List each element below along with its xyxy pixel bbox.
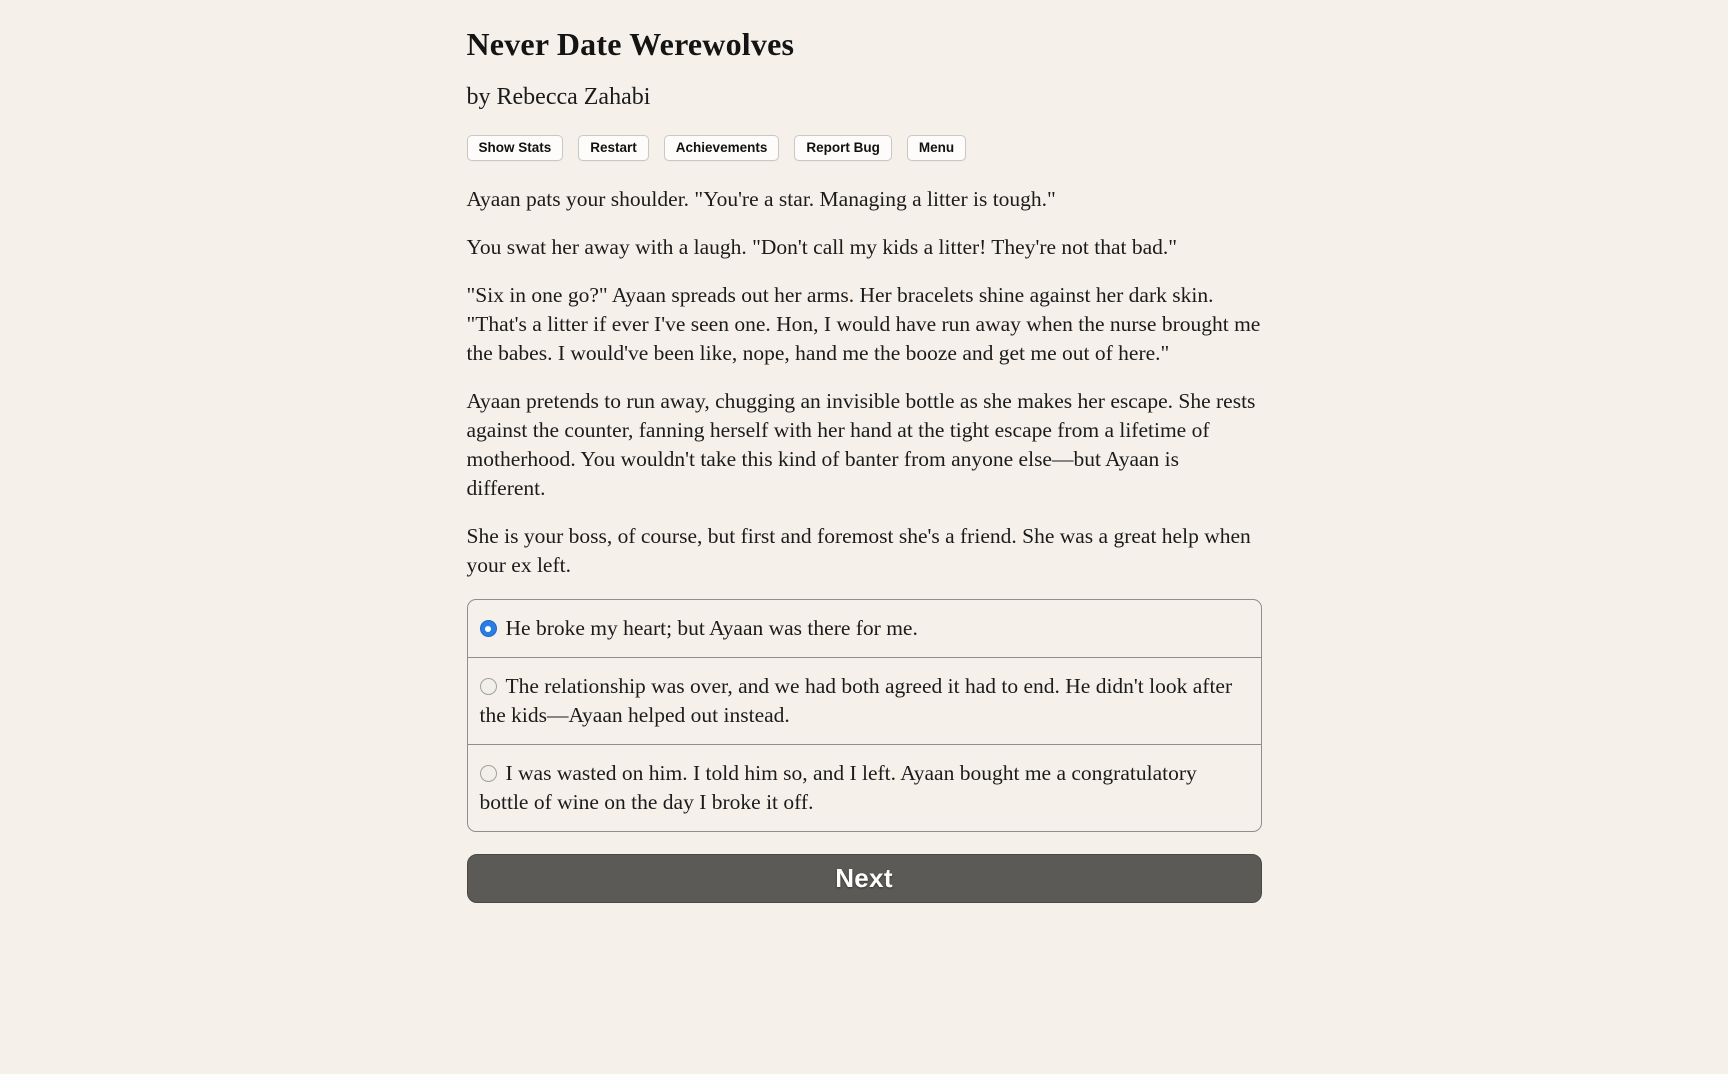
page-title: Never Date Werewolves <box>466 26 795 62</box>
choice-label: I was wasted on him. I told him so, and I left. Ayaan bought me a congratulatory bottle of wine on the day I broke it off. <box>479 761 1197 815</box>
choice-group <box>467 599 1262 832</box>
toolbar <box>467 135 1262 161</box>
window-bottom-edge <box>0 1074 1728 1080</box>
story-paragraph: "Six in one go?" Ayaan spreads out her arms. Her bracelets shine against her dark skin. "That's a litter if ever I've seen one. Hon, I would have run away when the nurse brought me the babes. I would've been like, nope, hand me the booze and get me out of here." <box>466 283 1261 366</box>
author-byline: by Rebecca Zahabi <box>466 84 651 110</box>
report-bug-button[interactable]: Report Bug <box>794 135 892 161</box>
story-paragraph: She is your boss, of course, but first and foremost she's a friend. She was a great help when your ex left. <box>466 524 1251 578</box>
choice-label: He broke my heart; but Ayaan was there for me. <box>505 616 918 641</box>
story-paragraph: Ayaan pats your shoulder. "You're a star. Managing a litter is tough." <box>466 187 1056 212</box>
story-paragraph: You swat her away with a laugh. "Don't call my kids a litter! They're not that bad." <box>466 235 1178 260</box>
story-paragraph: Ayaan pretends to run away, chugging an invisible bottle as she makes her escape. She rests against the counter, fanning herself with her hand at the tight escape from a lifetime of motherhood. You wouldn't take this kind of banter from anyone else—but Ayaan is different. <box>466 389 1256 501</box>
choice-label: The relationship was over, and we had both agreed it had to end. He didn't look after the kids—Ayaan helped out instead. <box>479 674 1233 728</box>
menu-button[interactable]: Menu <box>907 135 966 161</box>
radio-button-icon[interactable] <box>480 678 497 695</box>
show-stats-button[interactable]: Show Stats <box>467 135 564 161</box>
choice-option[interactable] <box>468 657 1261 744</box>
content-column <box>467 0 1262 903</box>
choice-option[interactable] <box>468 744 1261 831</box>
radio-button-icon[interactable] <box>480 765 497 782</box>
story-text <box>467 185 1262 580</box>
achievements-button[interactable]: Achievements <box>664 135 780 161</box>
radio-button-icon[interactable] <box>480 620 497 637</box>
restart-button[interactable]: Restart <box>578 135 649 161</box>
next-button[interactable]: Next <box>467 854 1262 903</box>
choice-option[interactable] <box>468 600 1261 657</box>
